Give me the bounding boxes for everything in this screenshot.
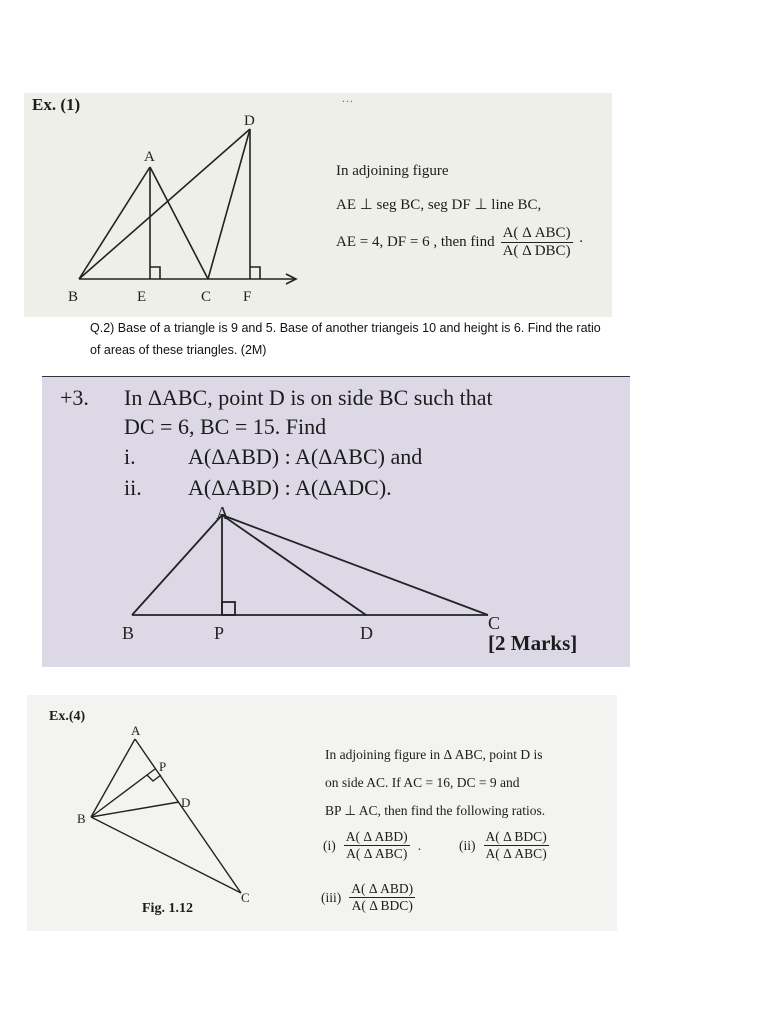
- point-c-label: C: [241, 890, 250, 905]
- question-2: [90, 317, 710, 361]
- question-2-line-2: of areas of these triangles. (2M): [90, 343, 267, 357]
- example-4-line-1: In adjoining figure in Δ ABC, point D is: [325, 747, 543, 762]
- point-c-label: C: [201, 289, 212, 305]
- seg-bc: [91, 817, 241, 893]
- ratio-3-label: (iii): [321, 889, 342, 905]
- example-4-photo: [27, 695, 617, 931]
- seg-ac: [135, 739, 241, 893]
- seg-bd: [79, 129, 250, 279]
- example-4-label: Ex.(4): [49, 709, 86, 724]
- example-1-figure: [24, 93, 314, 317]
- seg-ab: [91, 739, 135, 817]
- question-3-line-2: DC = 6, BC = 15. Find: [124, 414, 327, 439]
- right-angle-f: [250, 267, 260, 279]
- seg-ad: [222, 515, 366, 615]
- example-1-line-3-prefix: AE = 4, DF = 6 , then find: [336, 234, 495, 250]
- example-4-line-3: BP ⊥ AC, then find the following ratios.: [325, 803, 546, 818]
- point-b-label: B: [68, 289, 79, 305]
- example-1-ratio-numerator: A( Δ ABC): [502, 225, 571, 241]
- question-3-item-1-label: i.: [124, 444, 136, 469]
- ratio-3-fraction: [349, 881, 415, 914]
- seg-ba: [79, 167, 150, 279]
- ratio-3-denominator: A( Δ BDC): [351, 898, 413, 913]
- example-1-label: Ex. (1): [32, 95, 81, 114]
- point-d-label: D: [181, 795, 191, 810]
- example-1-header-text: ...: [342, 93, 354, 105]
- example-1-suffix: ·: [578, 234, 584, 250]
- question-3-line-1: In ΔABC, point D is on side BC such that: [124, 385, 493, 410]
- question-2-line-1: Q.2) Base of a triangle is 9 and 5. Base of another triangeis 10 and height is 6. Find the ratio: [90, 321, 601, 335]
- ratio-2-denominator: A( Δ ABC): [485, 846, 547, 861]
- point-b-label: B: [77, 811, 86, 826]
- question-3-photo: [42, 376, 630, 667]
- question-3-item-1-text: A(ΔABD) : A(ΔABC) and: [188, 444, 423, 469]
- ratio-2-numerator: A( Δ BDC): [485, 829, 547, 844]
- example-1-ratio-denominator: A( Δ DBC): [502, 243, 571, 259]
- right-angle-e: [150, 267, 160, 279]
- point-a-label: A: [131, 723, 141, 738]
- point-d-label: D: [244, 113, 255, 129]
- example-1-line-1: In adjoining figure: [336, 163, 449, 179]
- point-e-label: E: [137, 289, 147, 305]
- question-3-figure: [42, 377, 630, 667]
- right-angle-p: [147, 775, 161, 781]
- seg-bd: [91, 802, 179, 817]
- example-1-photo: [24, 93, 612, 317]
- point-a-label: A: [144, 149, 155, 165]
- question-3-item-2-label: ii.: [124, 475, 142, 500]
- example-1-ratio: [501, 225, 573, 260]
- example-4-ratio-2: [459, 829, 549, 862]
- point-p-label: P: [214, 623, 225, 643]
- point-b-label: B: [122, 623, 135, 643]
- point-c-label: C: [488, 613, 501, 633]
- point-p-label: P: [159, 759, 167, 774]
- seg-ab: [132, 515, 222, 615]
- example-4-line-2: on side AC. If AC = 16, DC = 9 and: [325, 775, 520, 790]
- point-d-label: D: [360, 623, 373, 643]
- ratio-1-denominator: A( Δ ABC): [346, 846, 408, 861]
- point-f-label: F: [243, 289, 252, 305]
- question-3-item-2-text: A(ΔABD) : A(ΔADC).: [188, 475, 392, 500]
- question-3-marks: [2 Marks]: [488, 631, 578, 655]
- ratio-1-suffix: .: [417, 837, 422, 853]
- example-4-fig-caption: Fig. 1.12: [142, 901, 193, 916]
- example-1-line-3: [336, 225, 584, 260]
- seg-dc: [208, 129, 250, 279]
- right-angle-p: [222, 602, 235, 615]
- seg-ac: [222, 515, 488, 615]
- ratio-1-label: (i): [323, 837, 336, 853]
- ratio-1-fraction: [344, 829, 410, 862]
- point-a-label: A: [216, 503, 229, 523]
- example-4-ratio-1: [323, 829, 421, 862]
- seg-ac: [150, 167, 208, 279]
- example-4-figure: [27, 695, 287, 931]
- question-3-number: +3.: [60, 385, 89, 410]
- ratio-2-fraction: [484, 829, 549, 862]
- ratio-1-numerator: A( Δ ABD): [345, 829, 408, 844]
- example-1-line-2: AE ⊥ seg BC, seg DF ⊥ line BC,: [336, 197, 542, 213]
- example-4-ratio-3: [321, 881, 415, 914]
- seg-bp: [91, 769, 155, 817]
- ratio-2-label: (ii): [459, 837, 476, 853]
- ratio-3-numerator: A( Δ ABD): [351, 881, 414, 896]
